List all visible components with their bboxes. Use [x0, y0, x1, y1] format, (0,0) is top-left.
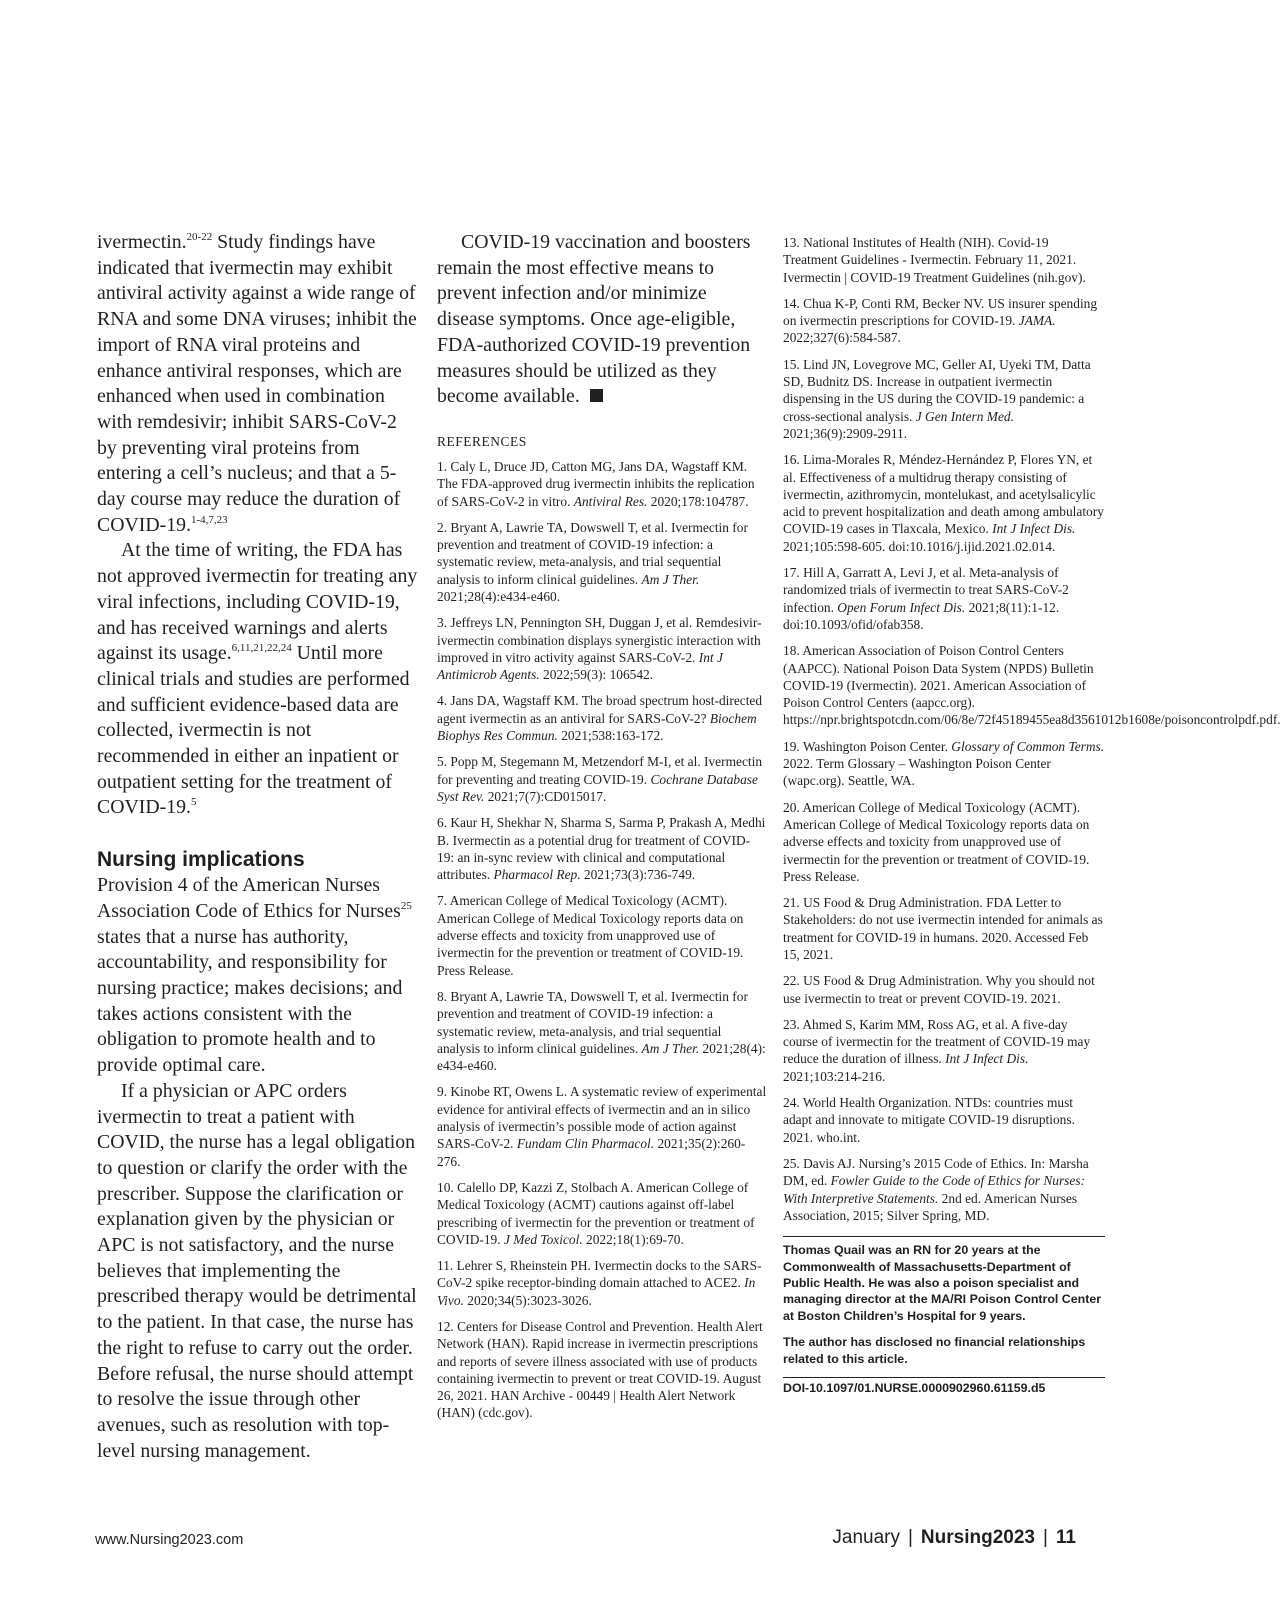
reference-item: 18. American Association of Poison Control Centers (AAPCC). National Poison Data System (NPDS) Bulletin COVID-19 (Ivermectin). 2021. American Association of Poison Control Centers (aapcc.org). https://npr.brightspotcdn.com/06/8e/72f45189455ea8d3561012b1608e/poisoncontrolpdf.pdf.: [783, 643, 1281, 728]
citation-superscript: 6,11,21,22,24: [231, 642, 292, 655]
paragraph-4: If a physician or APC orders ivermectin to treat a patient with COVID, the nurse has a legal obligation to question or clarify the order with the prescriber. Suppose the clarification or explanation given by the physician or APC is not satisfactory, and the nurse believes that implementing the prescribed therapy would be detrimental to the patient. In that case, the nurse has the right to refuse to carry out the order. Before refusal, the nurse should attempt to resolve the issue through other avenues, such as resolution with top-level nursing management.: [97, 1079, 417, 1462]
citation-superscript: 25: [400, 899, 412, 912]
journal-name: Fowler Guide to the Code of Ethics for Nurses: With Interpretive Statements.: [783, 1173, 1086, 1206]
reference-item: 16. Lima-Morales R, Méndez-Hernández P, Flores YN, et al. Effectiveness of a multidrug therapy consisting of ivermectin, azithromycin, montelukast, and acetylsalicylic acid to prevent hospitalization and death among ambulatory COVID-19 cases in Tlaxcala, Mexico. Int J Infect Dis. 2021;105:598-605. doi:10.1016/j.ijid.2021.02.014.: [783, 452, 1104, 554]
footer-page-number: 11: [1055, 1527, 1076, 1548]
reference-item: 22. US Food & Drug Administration. Why you should not use ivermectin to treat or prevent COVID-19. 2021.: [783, 973, 1095, 1006]
reference-item: 19. Washington Poison Center. Glossary of Common Terms. 2022. Term Glossary – Washington Poison Center (wapc.org). Seattle, WA.: [783, 738, 1105, 789]
reference-item: 20. American College of Medical Toxicology (ACMT). American College of Medical Toxicology reports data on adverse effects and toxicity from unapproved use of ivermectin for the prevention or treatment of COVID-19. Press Release.: [783, 799, 1090, 884]
journal-name: Open Forum Infect Dis.: [837, 599, 966, 615]
journal-name: Am J Ther.: [641, 571, 700, 587]
reference-item: 14. Chua K-P, Conti RM, Becker NV. US insurer spending on ivermectin prescriptions for COVID-19. JAMA. 2022;327(6):584-587.: [783, 295, 1098, 346]
reference-item: 13. National Institutes of Health (NIH). Covid-19 Treatment Guidelines - Ivermectin. February 11, 2021. Ivermectin | COVID-19 Treatment Guidelines (nih.gov).: [783, 235, 1086, 285]
reference-item: 2. Bryant A, Lawrie TA, Dowswell T, et al. Ivermectin for prevention and treatment of COVID-19 infection: a systematic review, meta-analysis, and trial sequential analysis to inform clinical guidelines. Am J Ther. 2021;28(4):e434-e460.: [437, 519, 748, 604]
references-heading: REFERENCES: [437, 433, 527, 449]
footer-separator: |: [1042, 1527, 1048, 1548]
paragraph-1: ivermectin.$^{20-22}$ Study findings have indicated that ivermectin may exhibit antiviral activity against a wide range of RNA and some DNA viruses; inhibit the import of RNA viral proteins and enhance antiviral responses, which are enhanced when used in combination with remdesivir; inhibit SARS-CoV-2 by preventing viral proteins from entering a cell’s nucleus; and that a 5-day course may reduce the duration of COVID-19.$^{1-4,7,23}$: [97, 231, 417, 536]
reference-item: 9. Kinobe RT, Owens L. A systematic review of experimental evidence for antiviral effects of ivermectin and an in silico analysis of ivermectin’s possible mode of action against SARS-CoV-2. Fundam Clin Pharmacol. 2021;35(2):260-276.: [437, 1084, 767, 1169]
citation-superscript: 20-22: [186, 231, 213, 243]
footer-website: www.Nursing2023.com: [95, 1532, 244, 1548]
doi-text: DOI-10.1097/01.NURSE.0000902960.61159.d5: [783, 1377, 1105, 1395]
reference-item: 4. Jans DA, Wagstaff KM. The broad spectrum host-directed agent ivermectin as an antiviral for SARS-CoV-2? Biochem Biophys Res Commun. 2021;538:163-172.: [437, 693, 763, 744]
reference-list-part-1: [437, 458, 767, 1422]
footer-month: January: [832, 1527, 900, 1548]
reference-item: 1. Caly L, Druce JD, Catton MG, Jans DA, Wagstaff KM. The FDA-approved drug ivermectin inhibits the replication of SARS-CoV-2 in vitro. Antiviral Res. 2020;178:104787.: [437, 458, 755, 509]
reference-item: 21. US Food & Drug Administration. FDA Letter to Stakeholders: do not use ivermectin intended for animals as treatment for COVID-19 in humans. 2020. Accessed Feb 15, 2021.: [783, 895, 1103, 962]
reference-item: 12. Centers for Disease Control and Prevention. Health Alert Network (HAN). Rapid increase in ivermectin prescriptions and reports of severe illness associated with use of products containing ivermectin to prevent or treat COVID-19. August 26, 2021. HAN Archive - 00449 | Health Alert Network (HAN) (cdc.gov).: [437, 1318, 763, 1421]
journal-name: Glossary of Common Terms.: [951, 738, 1105, 754]
journal-name: J Gen Intern Med.: [915, 408, 1014, 424]
journal-name: Fundam Clin Pharmacol.: [516, 1136, 655, 1152]
author-bio-text: Thomas Quail was an RN for 20 years at the Commonwealth of Massachusetts-Department of Public Health. He was also a poison specialist and managing director at the MA/RI Poison Control Center at Boston Children’s Hospital for 9 years.: [783, 1243, 1102, 1323]
journal-name: Biochem Biophys Res Commun.: [437, 710, 757, 744]
journal-name: JAMA.: [1018, 313, 1056, 329]
body-column-1: [97, 230, 419, 1464]
journal-name: Int J Antimicrob Agents.: [437, 649, 723, 683]
reference-item: 15. Lind JN, Lovegrove MC, Geller AI, Uyeki TM, Datta SD, Budnitz DS. Increase in outpatient ivermectin dispensing in the US during the COVID-19 pandemic: a cross-sectional analysis. J Gen Intern Med. 2021;36(9):2909-2911.: [783, 356, 1091, 441]
reference-item: 23. Ahmed S, Karim MM, Ross AG, et al. A five-day course of ivermectin for the treatment of COVID-19 may reduce the duration of illness. Int J Infect Dis. 2021;103:214-216.: [783, 1016, 1091, 1084]
journal-name: J Med Toxicol.: [503, 1231, 583, 1247]
section-heading: Nursing implications: [97, 848, 305, 872]
reference-item: 24. World Health Organization. NTDs: countries must adapt and innovate to mitigate COVID-19 disruptions. 2021. who.int.: [783, 1095, 1075, 1145]
reference-item: 3. Jeffreys LN, Pennington SH, Duggan J, et al. Remdesivir-ivermectin combination displays synergistic interaction with improved in vitro activity against SARS-CoV-2. Int J Antimicrob Agents. 2022;59(3): 106542.: [437, 615, 762, 683]
body-column-2: [437, 230, 767, 1431]
journal-name: Pharmacol Rep.: [493, 867, 581, 883]
reference-item: 5. Popp M, Stegemann M, Metzendorf M-I, et al. Ivermectin for preventing and treating COVID-19. Cochrane Database Syst Rev. 2021;7(7):CD015017.: [437, 754, 763, 804]
reference-item: 10. Calello DP, Kazzi Z, Stolbach A. American College of Medical Toxicology (ACMT) cautions against off-label prescribing of ivermectin for the prevention or treatment of COVID-19. J Med Toxicol. 2022;18(1):69-70.: [437, 1179, 755, 1247]
citation-superscript: 5: [190, 796, 197, 809]
journal-name: Cochrane Database Syst Rev.: [437, 771, 758, 804]
journal-name: Int J Infect Dis.: [945, 1051, 1029, 1067]
footer-folio: [832, 1527, 1076, 1549]
end-of-article-mark: [590, 389, 603, 402]
disclosure-text: The author has disclosed no financial relationships related to this article.: [783, 1335, 1086, 1366]
reference-item: 8. Bryant A, Lawrie TA, Dowswell T, et al. Ivermectin for prevention and treatment of COVID-19 infection: a systematic review, meta-analysis, and trial sequential analysis to inform clinical guidelines. Am J Ther. 2021;28(4): e434-e460.: [437, 988, 766, 1074]
reference-item: 7. American College of Medical Toxicology (ACMT). American College of Medical Toxicology reports data on adverse effects and toxicity from unapproved use of ivermectin for the prevention or treatment of COVID-19. Press Release.: [437, 893, 744, 978]
reference-item: 6. Kaur H, Shekhar N, Sharma S, Sarma P, Prakash A, Medhi B. Ivermectin as a potential drug for treatment of COVID-19: an in-sync review with clinical and computational attributes. Pharmacol Rep. 2021;73(3):736-749.: [437, 815, 766, 883]
paragraph-2: At the time of writing, the FDA has not approved ivermectin for treating any viral infections, including COVID-19, and has received warnings and alerts against its usage.$^{6,11,21,22,24}$ Until more clinical trials and studies are performed and sufficient evidence-based data are collected, ivermectin is not recommended in either an inpatient or outpatient setting for the treatment of COVID-19.$^5$: [97, 539, 418, 819]
reference-item: 25. Davis AJ. Nursing’s 2015 Code of Ethics. In: Marsha DM, ed. Fowler Guide to the Code of Ethics for Nurses: With Interpretive Statements. 2nd ed. American Nurses Association, 2015; Silver Spring, MD.: [783, 1155, 1089, 1223]
journal-name: In Vivo.: [437, 1275, 756, 1308]
reference-list-part-2: [783, 234, 1281, 1224]
closing-paragraph: COVID-19 vaccination and boosters remain the most effective means to prevent infection and/or minimize disease symptoms. Once age-eligible, FDA-authorized COVID-19 prevention measures should be utilized as they become available.: [437, 231, 751, 408]
journal-name: Int J Infect Dis.: [992, 521, 1076, 537]
paragraph-3: Provision 4 of the American Nurses Association Code of Ethics for Nurses$^{25}$ states that a nurse has authority, accountability, and responsibility for nursing practice; makes decisions; and takes actions consistent with the obligation to promote health and to provide optimal care.: [97, 874, 412, 1077]
author-bio: [783, 1236, 1105, 1367]
body-column-3: [783, 234, 1281, 1395]
journal-name: Am J Ther.: [641, 1040, 700, 1056]
citation-superscript: 1-4,7,23: [190, 513, 228, 526]
reference-item: 11. Lehrer S, Rheinstein PH. Ivermectin docks to the SARS-CoV-2 spike receptor-binding domain attached to ACE2. In Vivo. 2020;34(5):3023-3026.: [437, 1258, 762, 1308]
footer-journal: Nursing2023: [920, 1527, 1035, 1548]
footer-separator: |: [907, 1527, 913, 1548]
reference-item: 17. Hill A, Garratt A, Levi J, et al. Meta-analysis of randomized trials of ivermectin to treat SARS-CoV-2 infection. Open Forum Infect Dis. 2021;8(11):1-12. doi:10.1093/ofid/ofab358.: [783, 565, 1069, 632]
journal-name: Antiviral Res.: [573, 493, 648, 509]
